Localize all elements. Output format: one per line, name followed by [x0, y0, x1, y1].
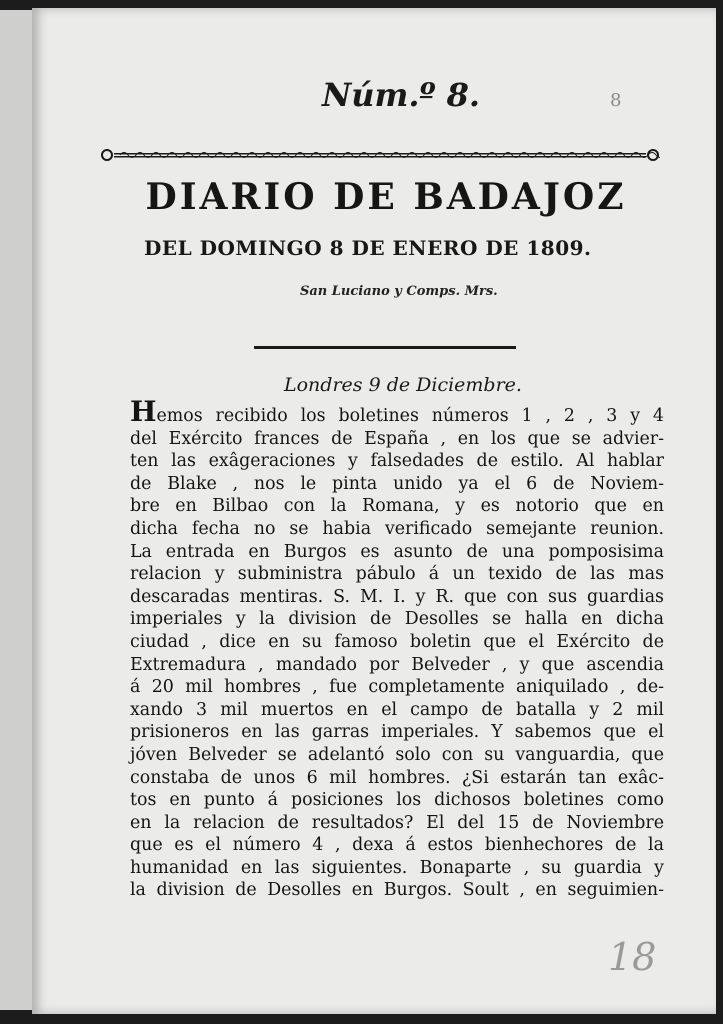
- pencil-mark-text: 18: [608, 935, 657, 979]
- corner-page-number: 8: [610, 90, 622, 111]
- article-line: ciudad , dice en su famoso boletin que el Exército de: [130, 631, 664, 652]
- section-divider: [254, 346, 516, 349]
- article-line: tos en punto á posiciones los dichosos boletines como: [130, 790, 664, 811]
- article-line: imperiales y la division de Desolles se halla en dicha: [130, 609, 664, 630]
- article-place-date: Londres 9 de Diciembre.: [284, 374, 522, 396]
- issue-dateline: DEL DOMINGO 8 DE ENERO DE 1809.: [144, 236, 592, 260]
- article-line: constaba de unos 6 mil hombres. ¿Si estarán tan exâc-: [130, 767, 664, 788]
- article-line: bre en Bilbao con la Romana, y es notorio que en: [130, 496, 664, 517]
- ornamental-rule-icon: [100, 148, 660, 162]
- article-line: jóven Belveder se adelantó solo con su vanguardia, que: [130, 744, 664, 765]
- article-line: la division de Desolles en Burgos. Soult , en seguimien-: [130, 880, 664, 901]
- saints-of-the-day: San Luciano y Comps. Mrs.: [300, 284, 498, 299]
- article-line: á 20 mil hombres , fue completamente aniquilado , de-: [130, 677, 664, 698]
- newspaper-title: DIARIO DE BADAJOZ: [145, 176, 627, 218]
- article-line: xando 3 mil muertos en el campo de batalla y 2 mil: [130, 699, 664, 720]
- article-line: Extremadura , mandado por Belveder , y que ascendia: [130, 654, 664, 675]
- pencil-annotation: [604, 926, 684, 986]
- article-line: del Exército frances de España , en los que se advier-: [130, 428, 664, 449]
- article-line: dicha fecha no se habia verificado semejante reunion.: [130, 518, 664, 539]
- article-line: humanidad en las siguientes. Bonaparte , su guardia y: [130, 857, 664, 878]
- article-line: en la relacion de resultados? El del 15 de Noviembre: [130, 812, 664, 833]
- article-line: ten las exâgeraciones y falsedades de estilo. Al hablar: [130, 451, 664, 472]
- article-line: que es el número 4 , dexa á estos bienhechores de la: [130, 835, 664, 856]
- drop-cap: H: [130, 395, 157, 428]
- article-line: prisioneros en las garras imperiales. Y sabemos que el: [130, 722, 664, 743]
- newspaper-page: [32, 8, 716, 1014]
- article-line: de Blake , nos le pinta unido ya el 6 de Noviem-: [130, 473, 664, 494]
- article-line: descaradas mentiras. S. M. I. y R. que con sus guardias: [130, 586, 664, 607]
- article-body: [130, 395, 664, 902]
- article-line: relacion y subministra pábulo á un texido de las mas: [130, 564, 664, 585]
- article-line: La entrada en Burgos es asunto de una pomposisima: [130, 541, 664, 562]
- article-line: Hemos recibido los boletines números 1 , 2 , 3 y 4: [130, 395, 664, 428]
- issue-number: Núm.º 8.: [322, 76, 481, 114]
